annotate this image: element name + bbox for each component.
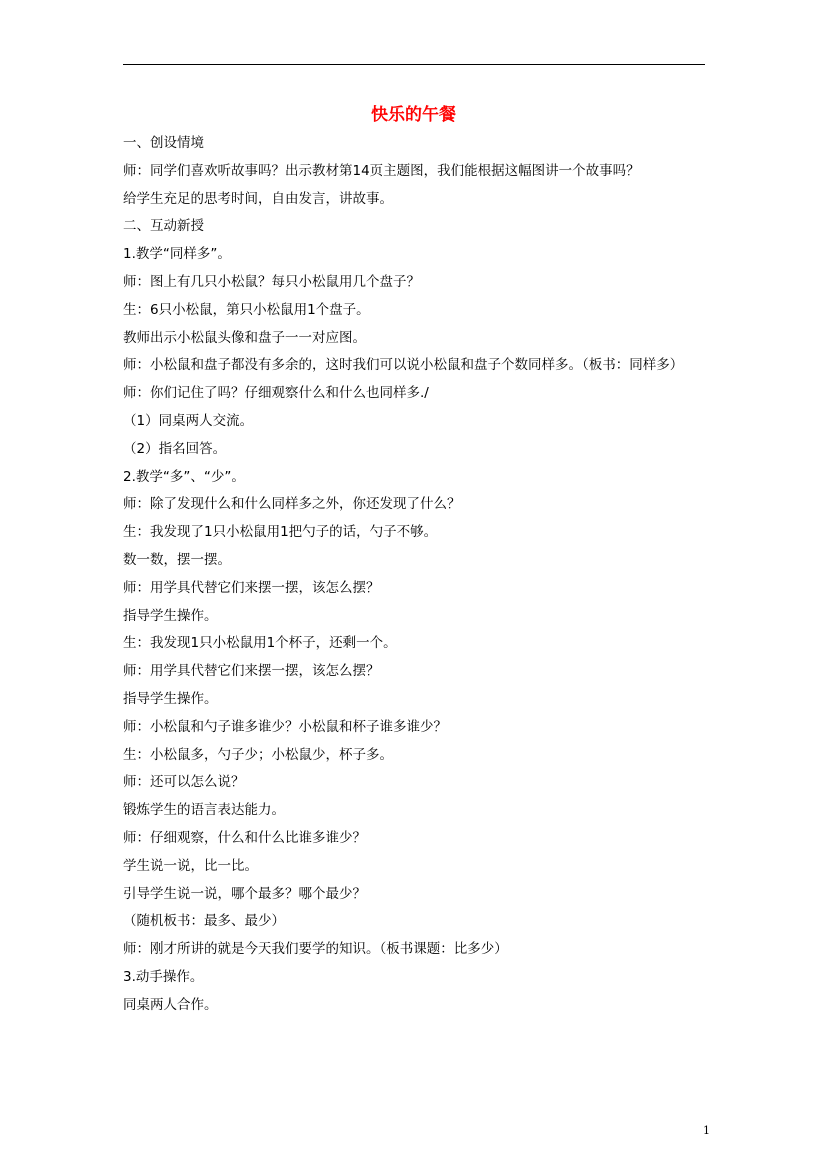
paragraph: 锻炼学生的语言表达能力。 (123, 802, 285, 819)
paragraph: 生：我发现1只小松鼠用1个杯子，还剩一个。 (123, 635, 397, 652)
paragraph: 同桌两人合作。 (123, 996, 218, 1013)
paragraph: 师：仔细观察，什么和什么比谁多谁少？ (123, 829, 366, 846)
paragraph: 2.教学“多”、“少”。 (123, 468, 245, 485)
paragraph: 引导学生说一说，哪个最多？哪个最少？ (123, 885, 366, 902)
paragraph: 指导学生操作。 (123, 607, 218, 624)
paragraph: （1）同桌两人交流。 (123, 412, 254, 429)
paragraph: 生：小松鼠多，勺子少；小松鼠少，杯子多。 (123, 746, 393, 763)
document-body (123, 130, 708, 1020)
paragraph: 指导学生操作。 (123, 690, 218, 707)
paragraph: 师：小松鼠和盘子都没有多余的，这时我们可以说小松鼠和盘子个数同样多。（板书：同样多） (123, 357, 684, 374)
paragraph: 师：用学具代替它们来摆一摆，该怎么摆？ (123, 579, 380, 596)
paragraph: 师：同学们喜欢听故事吗？出示教材第14页主题图，我们能根据这幅图讲一个故事吗？ (123, 162, 640, 179)
paragraph: 生：6只小松鼠，第只小松鼠用1个盘子。 (123, 301, 370, 318)
paragraph: 1.教学“同样多”。 (123, 246, 231, 263)
document-title: 快乐的午餐 (371, 105, 456, 125)
paragraph: 学生说一说，比一比。 (123, 857, 258, 874)
paragraph: 生：我发现了1只小松鼠用1把勺子的话，勺子不够。 (123, 524, 438, 541)
paragraph: 师：你们记住了吗？仔细观察什么和什么也同样多./ (123, 385, 429, 402)
paragraph: 给学生充足的思考时间，自由发言，讲故事。 (123, 190, 393, 207)
paragraph: 数一数，摆一摆。 (123, 551, 231, 568)
header-rule (123, 64, 705, 65)
page-number: 1 (703, 1124, 710, 1137)
paragraph: （2）指名回答。 (123, 440, 227, 457)
paragraph: 二、互动新授 (123, 218, 204, 235)
paragraph: 师：图上有几只小松鼠？每只小松鼠用几个盘子？ (123, 273, 420, 290)
paragraph: （随机板书：最多、最少） (123, 913, 285, 930)
paragraph: 一、创设情境 (123, 135, 204, 151)
paragraph: 教师出示小松鼠头像和盘子一一对应图。 (123, 329, 366, 346)
paragraph: 师：小松鼠和勺子谁多谁少？小松鼠和杯子谁多谁少？ (123, 718, 447, 735)
paragraph: 师：用学具代替它们来摆一摆，该怎么摆？ (123, 663, 380, 680)
paragraph: 师：刚才所讲的就是今天我们要学的知识。（板书课题：比多少） (123, 941, 508, 958)
paragraph: 师：还可以怎么说？ (123, 774, 245, 791)
paragraph: 师：除了发现什么和什么同样多之外，你还发现了什么？ (123, 496, 461, 513)
paragraph: 3.动手操作。 (123, 968, 204, 985)
